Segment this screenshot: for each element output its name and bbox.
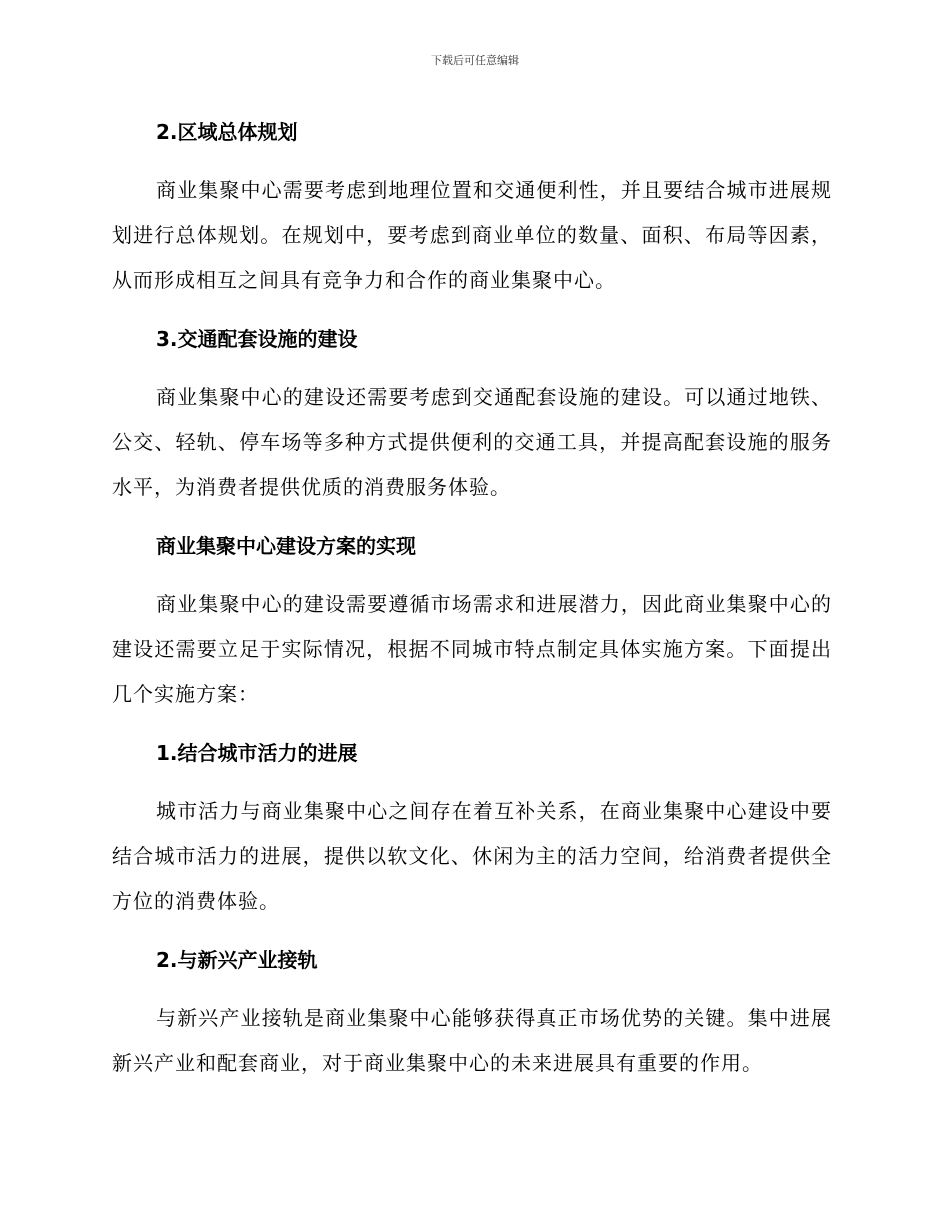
section-paragraph: 城市活力与商业集聚中心之间存在着互补关系，在商业集聚中心建设中要结合城市活力的进展，提供以软文化、休闲为主的活力空间，给消费者提供全方位的消费体验。 (112, 799, 832, 913)
section-regional-planning (112, 110, 832, 303)
section-heading: 商业集聚中心建设方案的实现 (156, 534, 416, 558)
page-header-note: 下载后可任意编辑 (431, 54, 519, 67)
document-body (112, 110, 832, 1086)
section-paragraph: 商业集聚中心的建设需要遵循市场需求和进展潜力，因此商业集聚中心的建设还需要立足于实际情况，根据不同城市特点制定具体实施方案。下面提出几个实施方案： (112, 592, 832, 706)
section-heading: 3.交通配套设施的建设 (156, 327, 358, 351)
section-implementation (112, 524, 832, 717)
section-paragraph: 商业集聚中心的建设还需要考虑到交通配套设施的建设。可以通过地铁、公交、轻轨、停车场等多种方式提供便利的交通工具，并提高配套设施的服务水平，为消费者提供优质的消费服务体验。 (112, 385, 832, 499)
section-emerging-industries (112, 938, 832, 1086)
section-heading: 2.区域总体规划 (156, 120, 298, 144)
section-heading: 1.结合城市活力的进展 (156, 741, 358, 765)
section-heading: 2.与新兴产业接轨 (156, 948, 318, 972)
section-paragraph: 与新兴产业接轨是商业集聚中心能够获得真正市场优势的关键。集中进展新兴产业和配套商业，对于商业集聚中心的未来进展具有重要的作用。 (112, 1006, 832, 1075)
section-paragraph: 商业集聚中心需要考虑到地理位置和交通便利性，并且要结合城市进展规划进行总体规划。在规划中，要考虑到商业单位的数量、面积、布局等因素，从而形成相互之间具有竞争力和合作的商业集聚中心。 (112, 178, 832, 292)
section-city-vitality (112, 731, 832, 924)
section-transport-facilities (112, 317, 832, 510)
